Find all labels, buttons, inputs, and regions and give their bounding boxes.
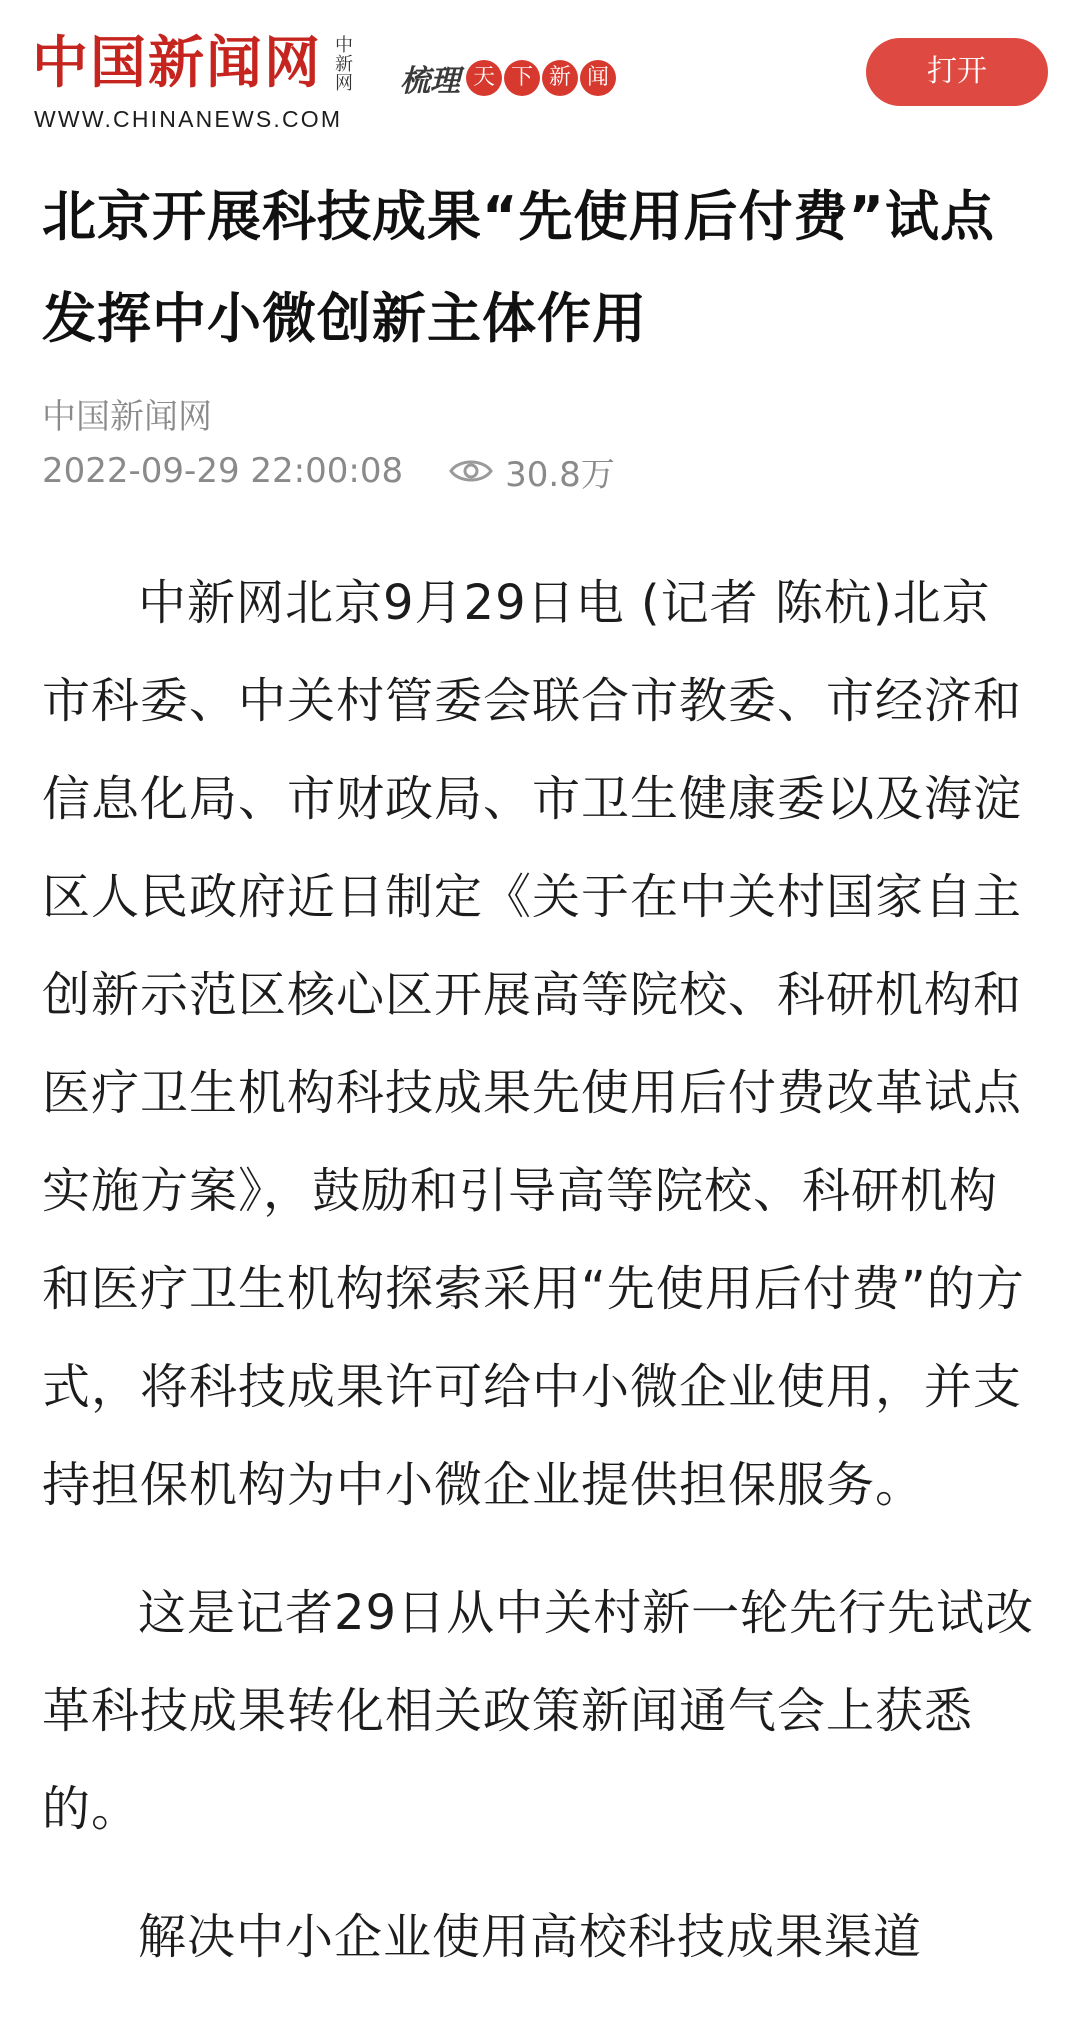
article-paragraph: 中新网北京9月29日电 (记者 陈杭)北京市科委、中关村管委会联合市教委、市经济和信息化局、市财政局、市卫生健康委以及海淀区人民政府近日制定《关于在中关村国家自主创新示范区核心区开展高等院校、科研机构和医疗卫生机构科技成果先使用后付费改革试点实施方案》，鼓励和引导高等院校、科研机构和医疗卫生机构探索采用“先使用后付费”的方式，将科技成果许可给中小微企业使用，并支持担保机构为中小微企业提供担保服务。: [42, 575, 1025, 1513]
article-title: 北京开展科技成果“先使用后付费”试点 发挥中小微创新主体作用: [42, 185, 995, 350]
logo-text: 中国新闻网: [32, 30, 322, 96]
view-count: 30.8万: [505, 454, 615, 495]
article-source: 中国新闻网: [42, 397, 212, 437]
slogan-char: 闻: [580, 60, 616, 96]
slogan-char: 天: [466, 60, 502, 96]
logo-side-text: 中新网: [335, 35, 353, 94]
article-paragraph: 解决中小企业使用高校科技成果渠道: [138, 1909, 923, 1965]
slogan-lead: 梳理: [400, 64, 460, 99]
slogan-char: 新: [542, 60, 578, 96]
logo-url: WWW.CHINANEWS.COM: [34, 106, 343, 132]
slogan: [400, 56, 616, 100]
eye-icon: [449, 457, 493, 485]
article-body: [42, 554, 1038, 2016]
article-paragraph: 这是记者29日从中关村新一轮先行先试改革科技成果转化相关政策新闻通气会上获悉的。: [42, 1585, 1035, 1837]
article-meta: [42, 446, 615, 496]
chinanews-logo[interactable]: [32, 30, 352, 130]
slogan-char: 下: [504, 60, 540, 96]
app-header: [0, 0, 1080, 140]
open-app-button[interactable]: 打开: [866, 38, 1048, 106]
article-datetime: 2022-09-29 22:00:08: [42, 451, 404, 491]
